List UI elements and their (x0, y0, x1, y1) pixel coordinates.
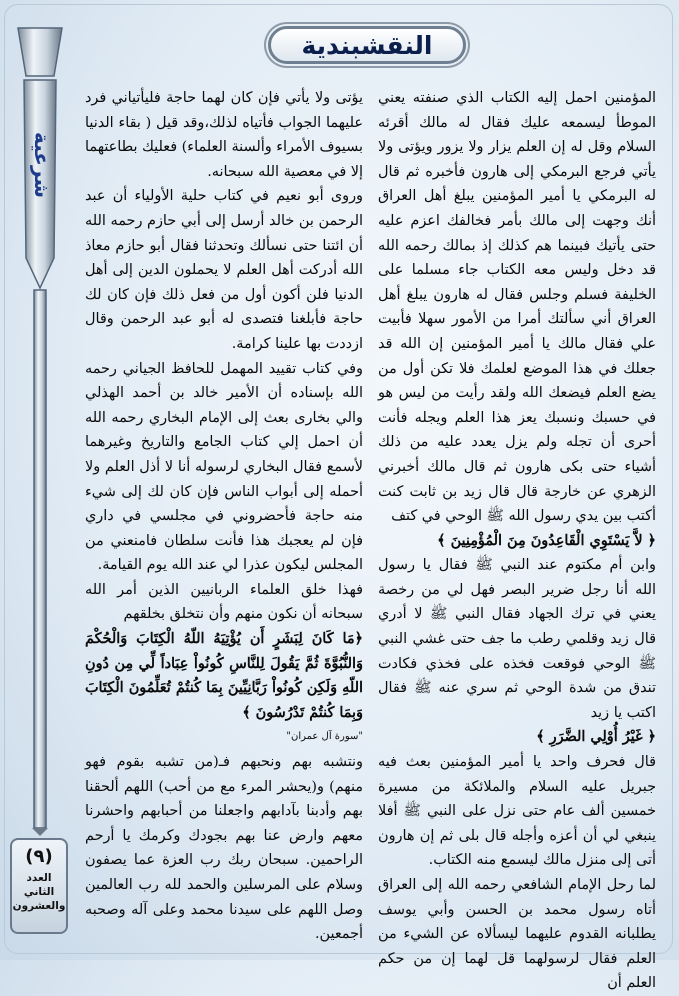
quran-verse: ﴿ غَيْرُ أُوْلِي الضَّرَرِ ﴾ (536, 728, 656, 746)
paragraph: وروى أبو نعيم في كتاب حلية الأولياء أن عبد الرحمن بن خالد أرسل إلى أبي حازم رحمه الله أن ائتنا حتى نسألك وتحدثنا فقال أبو حازم معاذ الله أدركت أهل العلم لا يحملون الدين إلى أهل الدنيا فلن أكون أول من فعل ذلك فإن كان لك حاجة فأبلغنا فتصدى له أبو عبد الرحمن وقال ازددت بها علينا كرامة. (85, 188, 363, 352)
paragraph: المؤمنين احمل إليه الكتاب الذي صنفته يعني الموطأ ليسمعه عليك فقال له مالك أقرئه السلام وقل له إن العلم يزار ولا يزور ويؤتى ولا يأتي فرجع البرمكي إلى هارون فأخبره ثم قال له البرمكي يا أمير المؤمنين يبلغ أهل العراق أنك وجهت إلى مالك بأمر فخالفك اعزم عليه حتى يأتيك فبينما هم كذلك إذ بمالك رحمه الله قد دخل وليس معه الكتاب جاء مسلما على الخليفة فسلم وجلس فقال له هارون يبلغ أهل العراق أني سألتك أمرا من الأمور سهلا فأبيت علي فقال مالك يا أمير المؤمنين إن الله قد جعلك في هذا الموضع لعلمك فلا تكن أول من يضع العلم فيضعك الله ولقد رأيت من ليس هو في حسبك ونسبك يعز هذا العلم ويجله فأنت أحرى أن تجله ولم يزل يعدد عليه من ذلك أشياء حتى بكى هارون ثم قال مالك أخبرني الزهري عن خارجة قال قال زيد بن ثابت كنت أكتب بين يدي رسول الله ﷺ الوحي في كتف (378, 90, 656, 525)
paragraph: قال فحرف واحد يا أمير المؤمنين بعث فيه جبريل عليه السلام والملائكة من مسيرة خمسين ألف عام حتى نزل على النبي ﷺ أفلا ينبغي لي أن أعزه وأجله قال بلى ثم إن هارون أتى إلى منزل مالك ليسمع منه الكتاب. (378, 754, 656, 869)
paragraph: لما رحل الإمام الشافعي رحمه الله إلى العراق أتاه رسول محمد بن الحسن وأبي يوسف يطلبانه القدوم عليهما ليسألاه عن الشيء من العلم فقال لرسولهما قل لهما إن من حكم العلم أن (378, 877, 656, 992)
section-label: شرعية (30, 132, 54, 199)
issue-number: (٩) (25, 846, 53, 867)
article-column-left (85, 86, 363, 948)
magazine-title-banner (268, 26, 466, 64)
quran-verse: ﴿مَا كَانَ لِبَشَرٍ أَن يُؤْتِيَهُ اللّهُ الْكِتَابَ وَالْحُكْمَ وَالنُّبُوَّةَ ثُمَّ يَقُولَ لِلنَّاسِ كُونُواْ عِبَاداً لِّي مِن دُونِ اللّهِ وَلَكِن كُونُواْ رَبَّانِيِّينَ بِمَا كُنتُمْ تُعَلِّمُونَ الْكِتَابَ وَبِمَا كُنتُمْ تَدْرُسُونَ ﴾ (85, 630, 363, 721)
paragraph: ونتشبه بهم ونحبهم فـ(من تشبه بقوم فهو منهم) و(يحشر المرء مع من أحب) اللهم ألحقنا بهم وأدبنا بآدابهم واجعلنا من أحبابهم واحشرنا معهم وارض عنا بهم بجودك وكرمك يا أرحم الراحمين. سبحان ربك رب العزة عما يصفون وسلام على المرسلين والحمد لله رب العالمين وصل اللهم على سيدنا محمد وعلى آله وصحبه أجمعين. (85, 754, 363, 943)
paragraph: يؤتى ولا يأتي فإن كان لهما حاجة فليأتياني فرد عليهما الجواب فأتياه لذلك،وقد قيل ( بقاء الدنيا بسيوف الأمراء وألسنة العلماء) فعليك بطاعتهما إلا في معصية الله سبحانه. (85, 90, 363, 180)
quran-verse: ﴿ لاَّ يَسْتَوِي الْقَاعِدُونَ مِنَ الْمُؤْمِنِينَ ﴾ (437, 531, 656, 549)
article-column-right (378, 86, 656, 992)
issue-label: العدد (26, 872, 52, 884)
issue-ordinal-tens: والعشرون (12, 900, 66, 912)
paragraph: وابن أم مكتوم عند النبي ﷺ فقال يا رسول الله أنا رجل ضرير البصر فهل لي من رخصة يعني في ترك الجهاد فقال النبي ﷺ لا أدري قال زيد وقلمي رطب ما جف حتى غشي النبي ﷺ الوحي فوقعت فخذه على فخذي فكادت تندق من شدة الوحي ثم سري عنه ﷺ فقال اكتب يا زيد (378, 557, 656, 721)
verse-reference: "سورة آل عمران" (286, 731, 363, 743)
issue-ordinal: الثاني (23, 886, 55, 898)
issue-badge (10, 838, 68, 934)
side-decorative-column (14, 28, 66, 836)
magazine-title: النقشبندية (301, 30, 433, 60)
paragraph: فهذا خلق العلماء الربانيين الذين أمر الله سبحانه أن نكون منهم وأن نتخلق بخلقهم (85, 581, 363, 623)
paragraph: وفي كتاب تقييد المهمل للحافظ الجياني رحمه الله بإسناده أن الأمير خالد بن أحمد الهذلي والي بخارى بعث إلى الإمام البخاري رحمه الله أن احمل إلي كتاب الجامع والتاريخ وغيرهما لأسمع فقال البخاري لرسوله أنا لا أذل العلم ولا أحمله إلى أبواب الناس فإن كان لك إلى شيء منه حاجة فأحضروني في مجلسي في داري فإن لم يعجبك هذا فأنت سلطان فامنعني من المجلس ليكون عذرا لي عند الله يوم القيامة. (85, 360, 363, 574)
